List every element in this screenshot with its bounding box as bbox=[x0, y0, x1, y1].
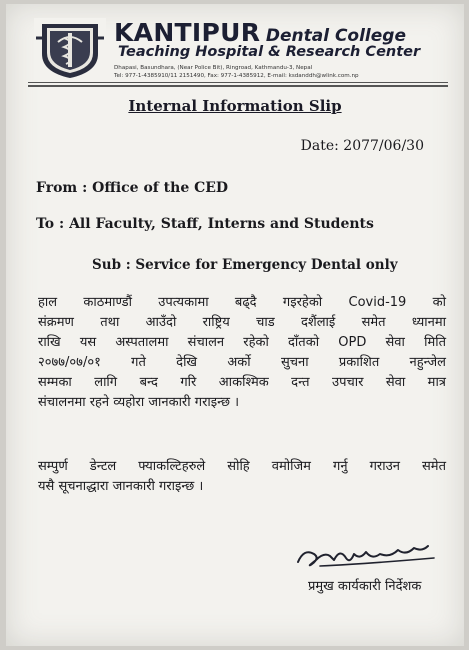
college-crest-logo bbox=[34, 18, 106, 80]
slip-to: To : All Faculty, Staff, Interns and Students bbox=[36, 216, 374, 232]
header-divider bbox=[28, 82, 448, 83]
college-name bbox=[114, 18, 406, 47]
signatory-designation: प्रमुख कार्यकारी निर्देशक bbox=[308, 579, 422, 594]
body-line: हाल काठमाण्डौं उपत्यकामा बढ्दै गइरहेको Covid-19 को bbox=[38, 295, 446, 310]
college-address-block bbox=[114, 64, 359, 80]
body-paragraph-2 bbox=[38, 457, 446, 497]
body-paragraph-1 bbox=[38, 293, 446, 413]
body-line: राखि यस अस्पतालमा संचालन रहेको दाँतको OPD सेवा मिति bbox=[38, 335, 446, 350]
college-subtitle: Teaching Hospital & Research Center bbox=[118, 44, 421, 60]
slip-title: Internal Information Slip bbox=[128, 97, 342, 115]
body-line: संचालनमा रहने व्यहोरा जानकारी गराइन्छ । bbox=[38, 395, 240, 410]
college-name-main: KANTIPUR bbox=[114, 18, 261, 47]
letter-sheet bbox=[6, 4, 464, 646]
body-line: सम्पुर्ण डेन्टल फ्याकल्टिहरुले सोहि वमोजिम गर्नु गराउन समेत bbox=[38, 459, 446, 474]
slip-date: Date: 2077/06/30 bbox=[300, 138, 424, 154]
signature-image bbox=[294, 538, 444, 570]
body-line: संक्रमण तथा आउँदो राष्ट्रिय चाड दशैंलाई समेत ध्यानमा bbox=[38, 315, 446, 330]
college-name-sub: Dental College bbox=[265, 26, 406, 46]
slip-subject: Sub : Service for Emergency Dental only bbox=[92, 257, 398, 273]
header-divider-thick bbox=[28, 85, 448, 87]
college-address: Dhapasi, Basundhara, (Near Police Bit), Ringroad, Kathmandu-3, Nepal bbox=[114, 65, 313, 71]
college-contact: Tel: 977-1-4385910/11 2151490, Fax: 977-1-4385912, E-mail: ksdanddh@wlink.com.np bbox=[114, 73, 359, 79]
body-line: यसै सूचनाद्धारा जानकारी गराइन्छ । bbox=[38, 479, 204, 494]
body-line: २०७७/०७/०१ गते देखि अर्को सुचना प्रकाशित नहुन्जेल bbox=[38, 355, 446, 370]
body-line: सम्मका लागि बन्द गरि आकश्मिक दन्त उपचार सेवा मात्र bbox=[38, 375, 446, 390]
slip-from: From : Office of the CED bbox=[36, 180, 229, 196]
